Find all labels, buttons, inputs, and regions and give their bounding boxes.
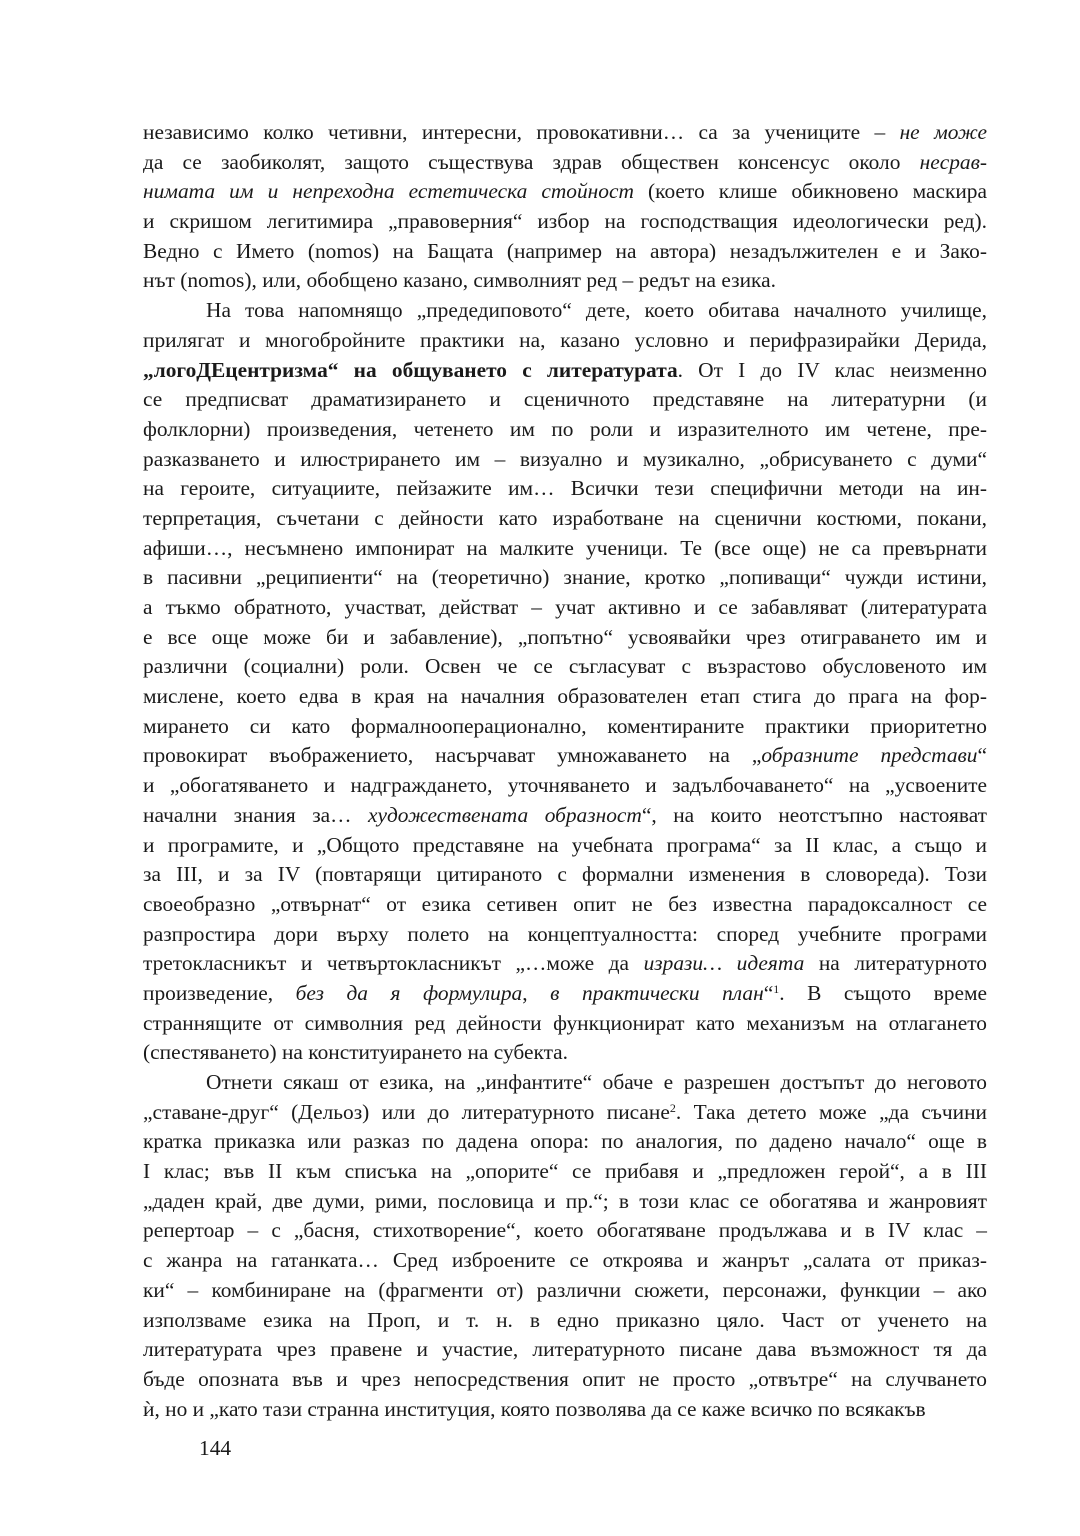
- italic-text: не може: [899, 120, 987, 144]
- text-line: [143, 356, 987, 386]
- text-run: репертоар – с „басня, стихотворение“, което обогатяване продължава и в IV клас –: [143, 1218, 987, 1243]
- text-run: на героите, ситуациите, пейзажите им… Всички тези специфични методи на ин-: [143, 476, 987, 501]
- text-run: мирането си като формалнооперационално, коментираните практики приоритетно: [143, 713, 987, 738]
- italic-text: неcрав-: [919, 149, 987, 174]
- text-run: „даден край, две думи, рими, пословица и пр.“; в този клас се обогатява и жанровият: [143, 1188, 987, 1213]
- text-run: е все още може би и забавление), „попътно“ усвоявайки чрез отиграването им и: [143, 624, 987, 649]
- text-run: и програмите, и „Общото представяне на учебната програма“ за II клас, а също и: [143, 832, 987, 857]
- text-run: разказването и илюстрирането им – визуално и музикално, „обрисуването с думи“: [143, 446, 987, 471]
- text-run: независимо колко четивни, интересни, провокативни… са за учениците –: [143, 120, 900, 144]
- text-run: ѝ, но и „като тази странна институция, която позволява да се каже всичко по всякакъв: [143, 1396, 926, 1421]
- text-line: [143, 831, 987, 861]
- text-line: [143, 890, 987, 920]
- text-run: страннящите от символния ред дейности функционират като механизъм на отлагането: [143, 1010, 987, 1035]
- text-line: [143, 1157, 987, 1187]
- text-line: [143, 712, 987, 742]
- text-run: за III, и за IV (повтарящи цитираното с формални изменения в словореда). Този: [143, 862, 987, 887]
- text-run: “: [977, 743, 988, 768]
- text-run: Ведно с Името (nomos) на Бащата (например на автора) незадължителен е и Зако-: [143, 238, 987, 263]
- text-line: [143, 1187, 987, 1217]
- text-line: [143, 682, 987, 712]
- text-run: „ставане-друг“ (Дельоз) или до литературното писане: [143, 1099, 670, 1124]
- text-line: [143, 445, 987, 475]
- italic-text: нимата им и непреходна естетическа стойност: [143, 179, 634, 204]
- text-line: [143, 1098, 987, 1128]
- text-run: своеобразно „отвърнат“ от езика сетивен опит не без известна парадоксалност се: [143, 891, 987, 916]
- text-run: разпростира дори върху полето на концептуалността: според учебните програми: [143, 921, 987, 946]
- bold-text: „логоДЕцентризма“ на общуването с литературата: [143, 357, 678, 382]
- text-line: [143, 920, 987, 950]
- text-line: [143, 177, 987, 207]
- text-run: литературата чрез правене и участие, литературното писане дава възможност тя да: [143, 1337, 987, 1362]
- text-run: произведение,: [143, 980, 296, 1005]
- text-line: [143, 266, 987, 296]
- text-run: I клас; във II към списъка на „опорите“ се прибавя и „предложен герой“, а в III: [143, 1159, 987, 1184]
- text-run: . Така детето може „да съчини: [675, 1099, 988, 1124]
- text-run: . От I до IV клас неизменно: [677, 357, 987, 382]
- text-run: “, на които неотстъпно настояват: [641, 802, 988, 827]
- text-run: начални знания за…: [143, 802, 369, 827]
- text-line: [143, 771, 987, 801]
- text-line: [143, 1068, 987, 1098]
- text-line: [143, 1246, 987, 1276]
- text-line: [143, 741, 987, 771]
- text-line: [143, 949, 987, 979]
- text-line: [143, 979, 987, 1009]
- text-run: а тъкмо обратното, участват, действат – учат активно и се забавляват (литературата: [143, 595, 987, 619]
- text-run: мислене, което едва в края на началния образователен етап стига до прага на фор-: [143, 684, 987, 709]
- footnote-marker: 2: [669, 1100, 676, 1115]
- text-run: афиши…, несъмнено импонират на малките ученици. Те (все още) не са превърнати: [143, 535, 987, 560]
- text-run: в пасивни „реципиенти“ на (теоретично) знание, кротко „попиващи“ чужди истини,: [143, 565, 987, 590]
- paragraph: [143, 1068, 987, 1424]
- text-run: ки“ – комбиниране на (фрагменти от) различни сюжети, персонажи, функции – ако: [143, 1277, 987, 1302]
- text-run: терпретация, съчетани с дейности като изработване на сценични костюми, покани,: [143, 505, 987, 530]
- text-line: [143, 1038, 987, 1068]
- text-line: [143, 1009, 987, 1039]
- text-run: прилягат и многобройните практики на, казано условно и перифразирайки Дерида,: [143, 327, 987, 352]
- text-line: [143, 1306, 987, 1336]
- text-run: бъде опозната във и чрез непосредствения опит не просто „отвътре“ на случването: [143, 1366, 987, 1391]
- italic-text: образните представи: [761, 743, 978, 768]
- text-line: [143, 534, 987, 564]
- text-line: [143, 237, 987, 267]
- text-line: [143, 623, 987, 653]
- text-run: да се заобиколят, защото съществува здрав обществен консенсус около: [143, 149, 920, 174]
- text-run: провокират въображението, насърчават умножаването на „: [143, 743, 762, 768]
- text-run: използваме езика на Проп, и т. н. в едно приказно цяло. Част от ученето на: [143, 1307, 987, 1332]
- footnote-marker: 1: [773, 981, 780, 996]
- text-line: [143, 1365, 987, 1395]
- italic-text: без да я формулира: [295, 980, 523, 1005]
- text-line: [143, 1216, 987, 1246]
- text-line: [143, 801, 987, 831]
- text-line: [143, 1395, 987, 1425]
- text-run: с жанра на гатанката… Сред изброените се откроява и жанрът „салата от приказ-: [143, 1248, 987, 1273]
- text-line: [143, 296, 987, 326]
- text-run: . В същото време: [779, 980, 987, 1005]
- text-run: нът (nomos), или, обобщено казано, символният ред – редът на езика.: [143, 268, 776, 293]
- text-line: [143, 860, 987, 890]
- text-run: (спестяването) на конституирането на субекта.: [143, 1040, 569, 1065]
- text-run: третокласникът и четвъртокласникът „…може да: [143, 951, 644, 976]
- text-run: На това напомнящо „предедиповото“ дете, което обитава началното училище,: [206, 298, 987, 323]
- text-line: [143, 326, 987, 356]
- text-run: кратка приказка или разказ по дадена опора: по аналогия, по дадено начало“ още в: [143, 1129, 987, 1154]
- paragraph: [143, 296, 987, 1068]
- paragraph: [143, 118, 987, 296]
- page-body: [143, 118, 987, 1424]
- text-line: [143, 415, 987, 445]
- text-run: (което клише обикновено маскира: [633, 179, 988, 204]
- text-line: [143, 652, 987, 682]
- page-number: 144: [199, 1436, 232, 1460]
- text-run: “: [763, 980, 774, 1005]
- text-run: различни (социални) роли. Освен че се съгласуват с възрастово обусловеното им: [143, 654, 987, 679]
- text-line: [143, 118, 987, 148]
- text-run: на литературното: [804, 951, 987, 976]
- italic-text: художествената образност: [368, 802, 642, 827]
- text-line: [143, 563, 987, 593]
- text-line: [143, 385, 987, 415]
- text-run: ,: [522, 980, 551, 1005]
- italic-text: изрази… идеята: [643, 951, 805, 976]
- text-line: [143, 1127, 987, 1157]
- text-line: [143, 1276, 987, 1306]
- text-line: [143, 1335, 987, 1365]
- text-run: Отнети сякаш от езика, на „инфантите“ обаче е разрешен достъпът до неговото: [206, 1070, 987, 1094]
- text-run: и „обогатяването и надграждането, уточняването и задълбочаването“ на „усвоените: [143, 773, 987, 798]
- text-line: [143, 504, 987, 534]
- text-line: [143, 207, 987, 237]
- text-line: [143, 474, 987, 504]
- text-run: фолклорни) произведения, четенето им по роли и изразителното им четене, пре-: [143, 416, 987, 441]
- italic-text: в практически план: [550, 980, 764, 1005]
- text-line: [143, 148, 987, 178]
- text-line: [143, 593, 987, 623]
- text-run: и скришом легитимира „правоверния“ избор на господстващия идеологически ред).: [143, 209, 987, 234]
- text-run: се предписват драматизирането и сценичното представяне на литературни (и: [143, 387, 987, 412]
